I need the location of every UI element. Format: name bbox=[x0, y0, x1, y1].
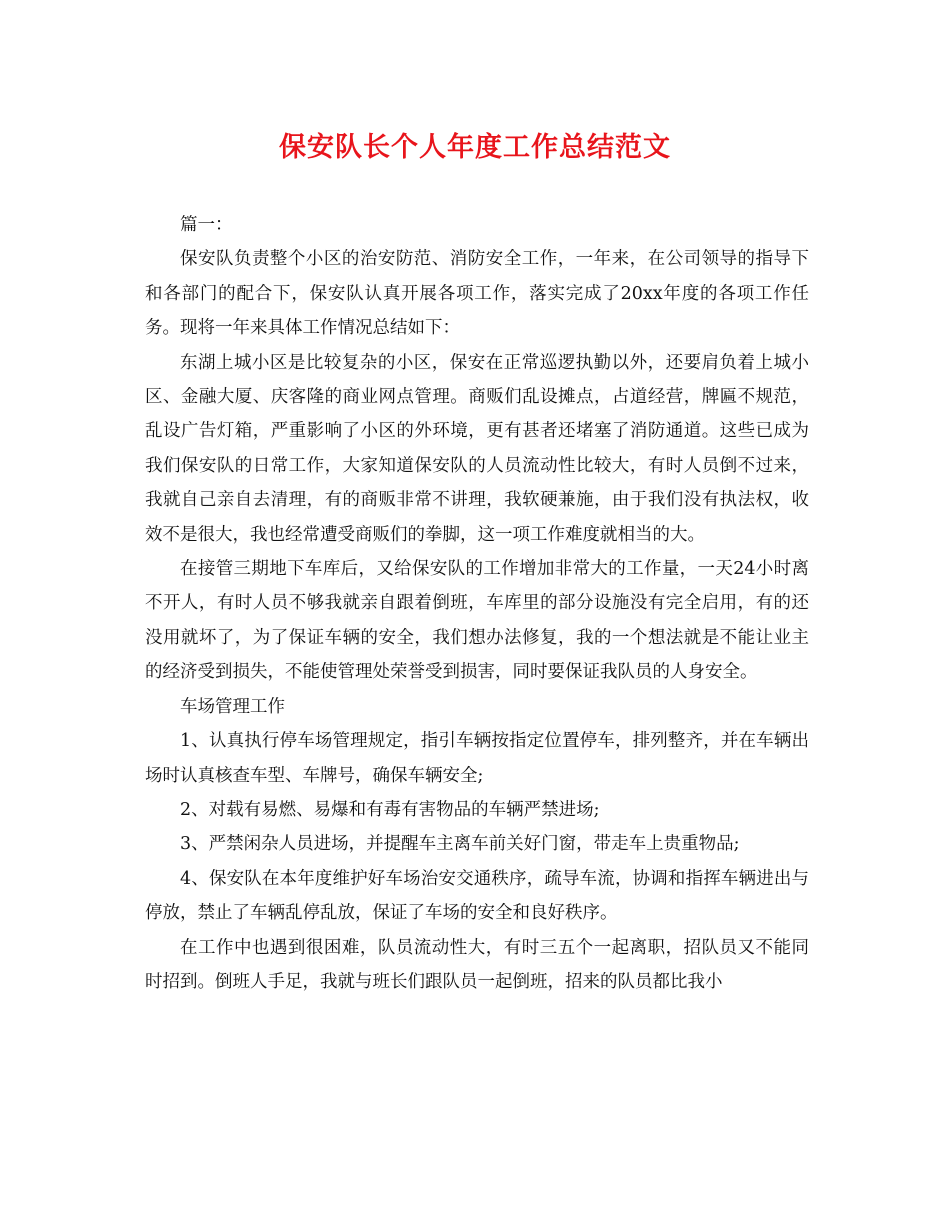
paragraph-parking-item-4: 4、保安队在本年度维护好车场治安交通秩序，疏导车流，协调和指挥车辆进出与停放，禁止了车辆乱停乱放，保证了车场的安全和良好秩序。 bbox=[145, 868, 809, 924]
paragraph-intro: 保安队负责整个小区的治安防范、消防安全工作，一年来，在公司领导的指导下和各部门的配合下，保安队认真开展各项工作，落实完成了20xx年度的各项工作任务。现将一年来具体工作情况总结如下： bbox=[145, 249, 809, 339]
document-title: 保安队长个人年度工作总结范文 bbox=[279, 132, 671, 163]
paragraph-parking-item-3: 3、严禁闲杂人员进场，并提醒车主离车前关好门窗，带走车上贵重物品; bbox=[180, 834, 740, 855]
document-body bbox=[145, 208, 809, 999]
paragraph-parking-item-1: 1、认真执行停车场管理规定，指引车辆按指定位置停车，排列整齐，并在车辆出场时认真核查车型、车牌号，确保车辆安全; bbox=[145, 731, 809, 786]
paragraph-parking-item-2: 2、对载有易燃、易爆和有毒有害物品的车辆严禁进场; bbox=[180, 799, 600, 820]
paragraph-garage-takeover: 在接管三期地下车库后，又给保安队的工作增加非常大的工作量，一天24小时离不开人，有时人员不够我就亲自跟着倒班，车库里的部分设施没有完全启用，有的还没用就坏了，为了保证车辆的安全，我们想办法修复，我的一个想法就是不能让业主的经济受到损失，不能使管理处荣誉受到损害，同时要保证我队员的人身安全。 bbox=[145, 559, 809, 683]
paragraph-heading-parking: 车场管理工作 bbox=[180, 696, 285, 717]
paragraph-difficulties: 在工作中也遇到很困难，队员流动性大，有时三五个一起离职，招队员又不能同时招到。倒班人手足，我就与班长们跟队员一起倒班，招来的队员都比我小 bbox=[145, 937, 809, 992]
paragraph-community-management: 东湖上城小区是比较复杂的小区，保安在正常巡逻执勤以外，还要肩负着上城小区、金融大厦、庆客隆的商业网点管理。商贩们乱设摊点，占道经营，牌匾不规范，乱设广告灯箱，严重影响了小区的外环境，更有甚者还堵塞了消防通道。这些已成为我们保安队的日常工作，大家知道保安队的人员流动性比较大，有时人员倒不过来，我就自己亲自去清理，有的商贩非常不讲理，我软硬兼施，由于我们没有执法权，收效不是很大，我也经常遭受商贩们的拳脚，这一项工作难度就相当的大。 bbox=[145, 352, 809, 545]
paragraph-section-label: 篇一： bbox=[180, 215, 233, 235]
